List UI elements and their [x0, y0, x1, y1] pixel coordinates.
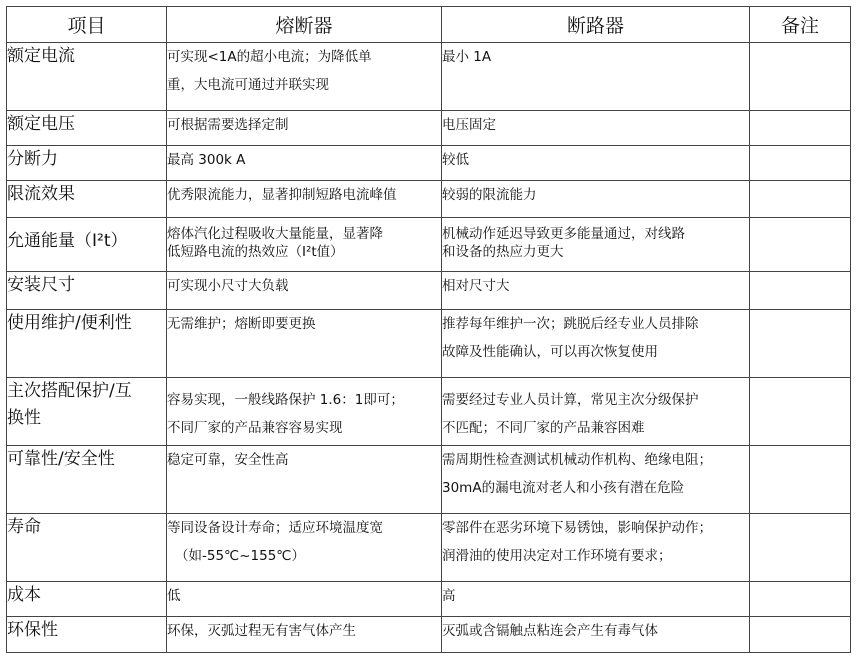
breaker-text: 相对尺寸大 [442, 278, 510, 294]
item-cell [7, 111, 167, 146]
note-cell [750, 146, 851, 181]
note-cell [750, 582, 851, 617]
header-note: 备注 [750, 7, 851, 43]
item-cell [7, 582, 167, 617]
fuse-text: 稳定可靠，安全性高 [167, 452, 289, 468]
fuse-text: 等同设备设计寿命；适应环境温度宽 [167, 520, 383, 536]
item-cell [7, 43, 167, 111]
table-row [7, 378, 851, 446]
item-text: 主次搭配保护/互 [7, 381, 132, 401]
fuse-text: 低 [167, 588, 181, 604]
note-cell [750, 181, 851, 218]
breaker-text: 最小 1A [442, 49, 492, 65]
table-row [7, 272, 851, 310]
item-text: 分断力 [7, 149, 58, 169]
fuse-cell [167, 218, 442, 272]
item-cell [7, 272, 167, 310]
note-cell [750, 111, 851, 146]
note-cell [750, 272, 851, 310]
fuse-cell [167, 378, 442, 446]
table-row [7, 514, 851, 582]
item-cell [7, 378, 167, 446]
fuse-text: 无需维护；熔断即要更换 [167, 316, 316, 332]
fuse-text: 最高 300k A [167, 152, 246, 168]
note-cell [750, 218, 851, 272]
fuse-text: 可实现小尺寸大负载 [167, 278, 289, 294]
item-cell [7, 310, 167, 378]
comparison-table [6, 6, 851, 653]
fuse-text: 不同厂家的产品兼容容易实现 [167, 420, 343, 436]
item-text: 允通能量（I²t） [7, 231, 128, 251]
item-text: 成本 [7, 585, 41, 605]
note-cell [750, 617, 851, 653]
item-cell [7, 514, 167, 582]
breaker-cell [442, 617, 750, 653]
fuse-cell [167, 446, 442, 514]
fuse-cell [167, 272, 442, 310]
fuse-cell [167, 310, 442, 378]
fuse-cell [167, 181, 442, 218]
fuse-text: （如-55℃~155℃） [175, 548, 305, 564]
fuse-cell [167, 582, 442, 617]
item-cell [7, 446, 167, 514]
table-row [7, 218, 851, 272]
fuse-text: 熔体汽化过程吸收大量能量，显著降 [167, 226, 383, 242]
table-row [7, 43, 851, 111]
breaker-text: 润滑油的使用决定对工作环境有要求； [442, 548, 672, 564]
item-text: 换性 [7, 408, 41, 428]
item-text: 额定电流 [7, 46, 75, 66]
note-cell [750, 514, 851, 582]
item-cell [7, 181, 167, 218]
fuse-cell [167, 514, 442, 582]
breaker-cell [442, 111, 750, 146]
breaker-cell [442, 43, 750, 111]
item-text: 使用维护/便利性 [7, 313, 132, 333]
header-item: 项目 [7, 7, 167, 43]
fuse-text: 环保，灭弧过程无有害气体产生 [167, 623, 356, 639]
breaker-text: 较弱的限流能力 [442, 187, 537, 203]
breaker-text: 灭弧或含镉触点粘连会产生有毒气体 [442, 623, 658, 639]
note-cell [750, 310, 851, 378]
item-cell [7, 146, 167, 181]
breaker-cell [442, 181, 750, 218]
breaker-cell [442, 446, 750, 514]
breaker-text: 较低 [442, 152, 469, 168]
breaker-text: 推荐每年维护一次；跳脱后经专业人员排除 [442, 316, 699, 332]
fuse-cell [167, 146, 442, 181]
breaker-cell [442, 218, 750, 272]
fuse-text: 容易实现，一般线路保护 1.6：1即可； [167, 392, 404, 408]
item-cell [7, 617, 167, 653]
breaker-cell [442, 582, 750, 617]
fuse-cell [167, 43, 442, 111]
header-fuse: 熔断器 [167, 7, 442, 43]
breaker-text: 30mA的漏电流对老人和小孩有潜在危险 [442, 480, 685, 496]
breaker-text: 高 [442, 588, 456, 604]
fuse-text: 重，大电流可通过并联实现 [167, 77, 329, 93]
item-text: 额定电压 [7, 114, 75, 134]
breaker-text: 需要经过专业人员计算，常见主次分级保护 [442, 392, 699, 408]
table-row [7, 146, 851, 181]
breaker-text: 需周期性检查测试机械动作机构、绝缘电阻； [442, 452, 712, 468]
table-row [7, 446, 851, 514]
item-cell [7, 218, 167, 272]
breaker-text: 不匹配；不同厂家的产品兼容困难 [442, 420, 645, 436]
breaker-cell [442, 146, 750, 181]
table-row [7, 617, 851, 653]
breaker-text: 电压固定 [442, 117, 496, 133]
header-breaker: 断路器 [442, 7, 750, 43]
item-text: 限流效果 [7, 184, 75, 204]
note-cell [750, 378, 851, 446]
breaker-cell [442, 310, 750, 378]
table-row [7, 181, 851, 218]
header-row [7, 7, 851, 43]
table-row [7, 111, 851, 146]
breaker-cell [442, 272, 750, 310]
fuse-cell [167, 617, 442, 653]
breaker-cell [442, 514, 750, 582]
item-text: 安装尺寸 [7, 275, 75, 295]
table-row [7, 310, 851, 378]
breaker-text: 和设备的热应力更大 [442, 244, 564, 260]
fuse-text: 可根据需要选择定制 [167, 117, 289, 133]
fuse-text: 低短路电流的热效应（I²t值） [167, 244, 344, 260]
breaker-text: 机械动作延迟导致更多能量通过，对线路 [442, 226, 685, 242]
item-text: 寿命 [7, 517, 41, 537]
item-text: 环保性 [7, 620, 58, 640]
fuse-text: 优秀限流能力，显著抑制短路电流峰值 [167, 187, 397, 203]
table-row [7, 582, 851, 617]
breaker-text: 零部件在恶劣环境下易锈蚀，影响保护动作； [442, 520, 712, 536]
item-text: 可靠性/安全性 [7, 449, 115, 469]
fuse-text: 可实现<1A的超小电流；为降低单 [167, 49, 372, 65]
fuse-cell [167, 111, 442, 146]
note-cell [750, 446, 851, 514]
breaker-cell [442, 378, 750, 446]
breaker-text: 故障及性能确认，可以再次恢复使用 [442, 344, 658, 360]
note-cell [750, 43, 851, 111]
